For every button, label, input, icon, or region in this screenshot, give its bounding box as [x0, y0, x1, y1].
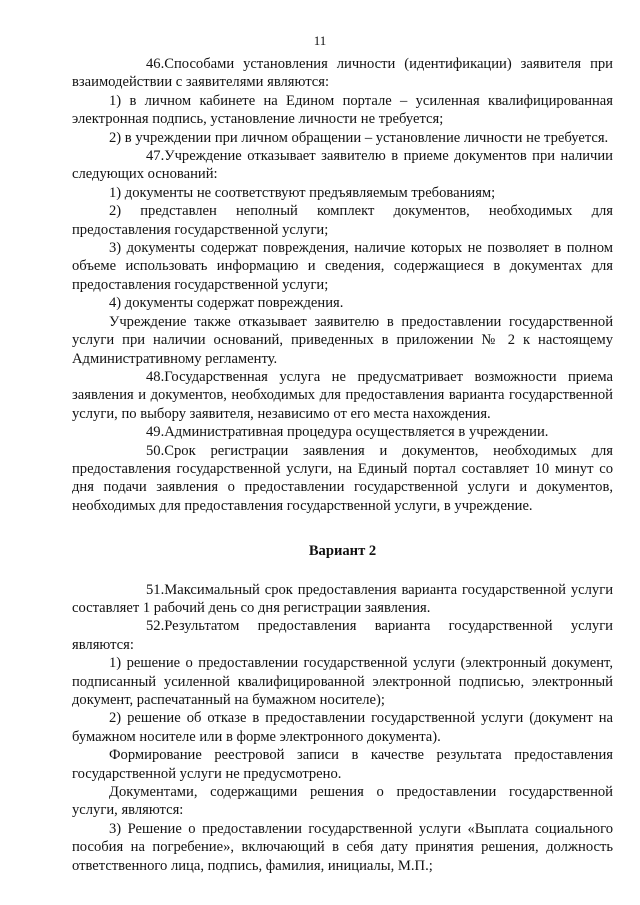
paragraph	[72, 581, 613, 618]
paragraph-number: 47.	[146, 148, 165, 165]
page-number: 11	[313, 33, 327, 48]
paragraph-text: Срок регистрации заявления и документов, необходимых для предоставления государственной услуги, на Единый портал составляет 10 минут со дня подачи заявления о предоставлении государственной услуги и документов, необходимых для предоставления государственной услуги, в учреждение.	[72, 442, 613, 514]
paragraph	[72, 239, 613, 294]
paragraph-text: 2) решение об отказе в предоставлении государственной услуги (документ на бумажном носителе или в форме электронного документа).	[72, 710, 613, 745]
paragraph	[72, 368, 613, 423]
variant-section	[72, 581, 613, 876]
paragraph-text: 1) решение о предоставлении государственной услуги (электронный документ, подписанный усиленной квалифицированной электронной подписью, электронный документ, распечатанный на бумажном носителе);	[72, 655, 613, 708]
section-heading: Вариант 2	[308, 543, 377, 560]
paragraph-text: Формирование реестровой записи в качестве результата предоставления государственной услуги не предусмотрено.	[72, 747, 613, 782]
paragraph	[72, 55, 613, 92]
paragraph	[72, 423, 613, 441]
paragraph-text: 3) документы содержат повреждения, наличие которых не позволяет в полном объеме использовать информацию и сведения, содержащиеся в документах для предоставления государственной услуги;	[72, 240, 613, 293]
paragraph-text: 4) документы содержат повреждения.	[109, 295, 344, 312]
document-body	[72, 55, 613, 875]
paragraph-text: 3) Решение о предоставлении государственной услуги «Выплата социального пособия на погребение», включающий в себя дату принятия решения, должность ответственного лица, подпись, фамилия, инициалы, М.П.;	[72, 820, 613, 874]
paragraph-text: Государственная услуга не предусматривает возможности приема заявления и документов, необходимых для предоставления варианта государственной услуги, по выбору заявителя, независимо от его места нахождения.	[72, 368, 613, 422]
paragraph	[72, 313, 613, 368]
paragraph-number: 49.	[146, 424, 165, 441]
paragraph	[72, 92, 613, 129]
paragraph-number: 50.	[146, 442, 165, 459]
paragraph	[72, 820, 613, 875]
paragraph-text: Документами, содержащими решения о предоставлении государственной услуги, являются:	[72, 784, 613, 819]
paragraph-number: 46.	[146, 56, 165, 72]
paragraph	[72, 294, 613, 312]
paragraph	[72, 654, 613, 709]
paragraph-number: 52.	[146, 618, 165, 635]
paragraph-number: 51.	[146, 581, 165, 598]
paragraph-text: 1) в личном кабинете на Едином портале – усиленная квалифицированная электронная подпись, установление личности не требуется;	[72, 92, 613, 128]
paragraph-text: Учреждение отказывает заявителю в приеме документов при наличии следующих оснований:	[72, 148, 613, 183]
paragraph-text: 2) в учреждении при личном обращении – установление личности не требуется.	[109, 129, 609, 146]
paragraph-text: Способами установления личности (идентификации) заявителя при взаимодействии с заявителями являются:	[72, 56, 613, 91]
paragraph	[72, 783, 613, 820]
paragraph-text: Результатом предоставления варианта государственной услуги являются:	[72, 618, 613, 653]
paragraph-text: 2) представлен неполный комплект документов, необходимых для предоставления государственной услуги;	[72, 203, 613, 238]
paragraph	[72, 746, 613, 783]
paragraph-number: 48.	[146, 368, 165, 385]
paragraph	[72, 709, 613, 746]
paragraph	[72, 617, 613, 654]
paragraph	[72, 147, 613, 184]
paragraph	[72, 184, 613, 202]
paragraph-text: Административная процедура осуществляется в учреждении.	[164, 424, 549, 441]
paragraph	[72, 202, 613, 239]
paragraph	[72, 442, 613, 516]
paragraph-text: Учреждение также отказывает заявителю в предоставлении государственной услуги при наличии оснований, приведенных в приложении № 2 к настоящему Административному регламенту.	[72, 313, 613, 367]
intro-section	[72, 55, 613, 515]
paragraph-text: Максимальный срок предоставления варианта государственной услуги составляет 1 рабочий день со дня регистрации заявления.	[72, 581, 613, 616]
paragraph-text: 1) документы не соответствуют предъявляемым требованиям;	[109, 184, 496, 201]
paragraph	[72, 129, 613, 147]
